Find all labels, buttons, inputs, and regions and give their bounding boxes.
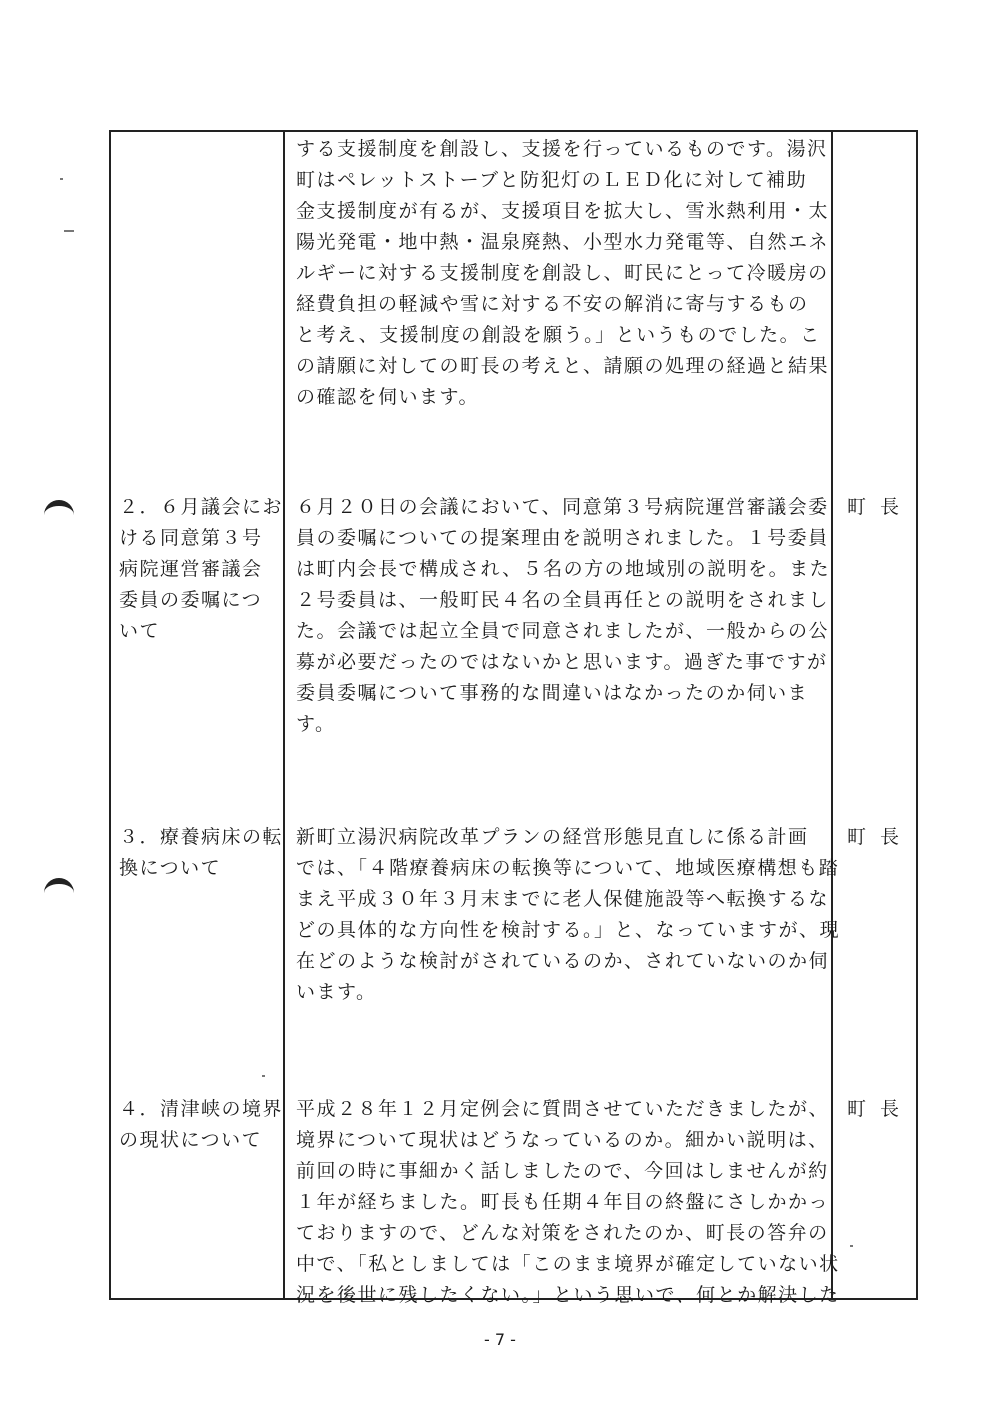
question-topic: ２．６月議会にお ける同意第３号 病院運営審議会 委員の委嘱につ いて bbox=[119, 496, 284, 642]
question-body: 新町立湯沢病院改革プランの経営形態見直しに係る計画 では、「４階療養病床の転換等について、地域医療構想も踏 まえ平成３０年３月末までに老人保健施設等へ転換するな どの具体的な方向性を検討する。」と、なっていますが、現 在どのような検討がされているのか、されていないのか伺 います。 bbox=[296, 826, 841, 1003]
page-number: - 7 - bbox=[484, 1330, 516, 1349]
question-body: 平成２８年１２月定例会に質問させていただきましたが、 境界について現状はどうなっているのか。細かい説明は、 前回の時に事細かく話しましたので、今回はしませんが約 １年が経ちました。町長も任期４年目の終盤にさしかかっ ておりますので、どんな対策をされたのか、町長の答弁の 中で、「私としましては「このまま境界が確定していない状 況を後世に残したくない。」という思いで、何とか解決した bbox=[296, 1098, 840, 1306]
question-topic: ３．療養病床の転 換について bbox=[119, 826, 284, 879]
respondent: 町長 bbox=[847, 1098, 914, 1120]
punch-hole-mark bbox=[44, 878, 74, 904]
punch-hole-mark bbox=[44, 500, 74, 526]
scan-speck bbox=[60, 178, 63, 180]
question-body-continuation: する支援制度を創設し、支援を行っているものです。湯沢 町はペレットストーブと防犯灯のＬＥＤ化に対して補助 金支援制度が有るが、支援項目を拡大し、雪氷熱利用・太 陽光発電・地中熱・温泉廃熱、小型水力発電等、自然エネ ルギーに対する支援制度を創設し、町民にとって冷暖房の 経費負担の軽減や雪に対する不安の解消に寄与するもの と考え、支援制度の創設を願う。」というものでした。こ の請願に対しての町長の考えと、請願の処理の経過と結果 の確認を伺います。 bbox=[296, 138, 830, 408]
question-topic: ４．清津峡の境界 の現状について bbox=[119, 1098, 284, 1151]
respondent: 町長 bbox=[847, 496, 914, 518]
question-body: ６月２０日の会議において、同意第３号病院運営審議会委 員の委嘱についての提案理由を説明されました。１号委員 は町内会長で構成され、５名の方の地域別の説明を。また ２号委員は、一般町民４名の全員再任との説明をされまし た。会議では起立全員で同意されましたが、一般からの公 募が必要だったのではないかと思います。過ぎた事ですが 委員委嘱について事務的な間違いはなかったのか伺いま す。 bbox=[296, 496, 831, 735]
question-table bbox=[109, 130, 918, 1306]
scan-speck bbox=[64, 230, 74, 232]
respondent: 町長 bbox=[847, 826, 914, 848]
